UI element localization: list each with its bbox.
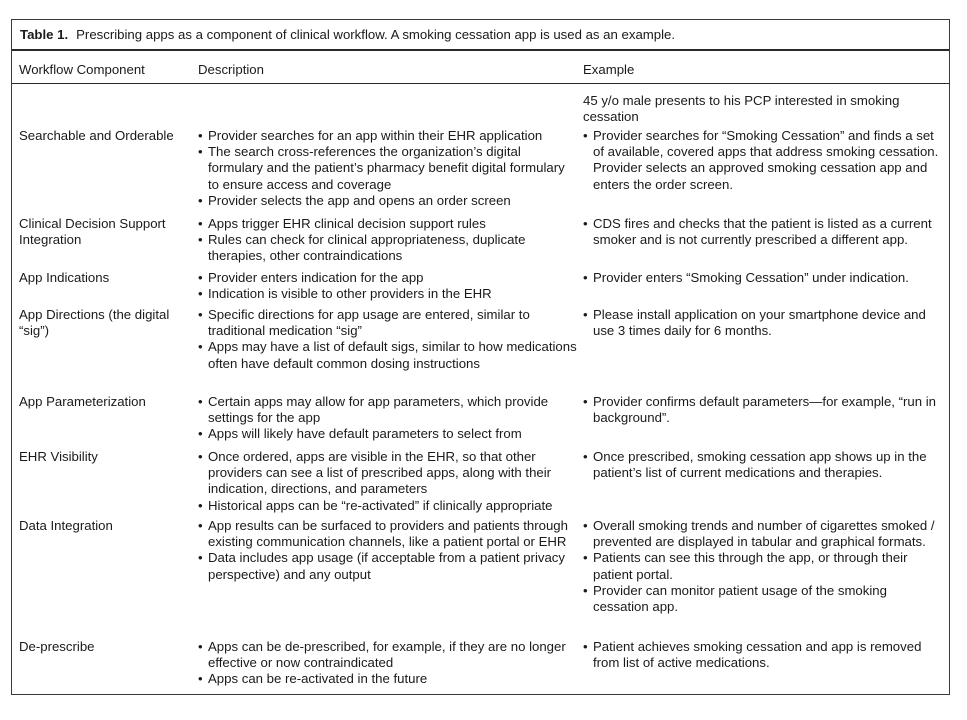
row-component: Clinical Decision Support Integration bbox=[19, 216, 166, 248]
row-description-item: • Apps can be de-prescribed, for example, if they are no longer effective or now contraindicated bbox=[198, 639, 578, 671]
intro-example: 45 y/o male presents to his PCP interested in smoking cessation bbox=[583, 93, 900, 125]
row-example-item: • Provider searches for “Smoking Cessation” and finds a set of available, covered apps that address smoking cessation. Provider selects an approved smoking cessation app and enters the order screen. bbox=[583, 128, 943, 193]
header-rule bbox=[12, 83, 949, 84]
row-description-list bbox=[198, 128, 578, 209]
row-description-item: • App results can be surfaced to providers and patients through existing communication channels, like a patient portal or EHR bbox=[198, 518, 578, 550]
row-description-list bbox=[198, 639, 578, 688]
row-description-list bbox=[198, 270, 578, 302]
row-example-list bbox=[583, 394, 943, 426]
row-description-item: • Provider searches for an app within their EHR application bbox=[198, 128, 578, 144]
row-component: De-prescribe bbox=[19, 639, 95, 654]
header-example: Example bbox=[583, 62, 635, 77]
row-example-item: • Provider enters “Smoking Cessation” under indication. bbox=[583, 270, 943, 286]
row-example-item: • Provider can monitor patient usage of the smoking cessation app. bbox=[583, 583, 943, 615]
row-description-item: • Historical apps can be “re-activated” if clinically appropriate bbox=[198, 498, 578, 514]
row-description-item: • The search cross-references the organization’s digital formulary and the patient’s pharmacy benefit digital formulary to ensure access and coverage bbox=[198, 144, 578, 193]
row-component: Data Integration bbox=[19, 518, 113, 533]
row-example-item: • Once prescribed, smoking cessation app shows up in the patient’s list of current medications and therapies. bbox=[583, 449, 943, 481]
row-description-item: • Data includes app usage (if acceptable from a patient privacy perspective) and any output bbox=[198, 550, 578, 582]
table-frame bbox=[11, 19, 950, 695]
row-description-list bbox=[198, 449, 578, 514]
row-description-item: • Once ordered, apps are visible in the EHR, so that other providers can see a list of prescribed apps, along with their indication, directions, and parameters bbox=[198, 449, 578, 498]
row-description-item: • Specific directions for app usage are entered, similar to traditional medication “sig” bbox=[198, 307, 578, 339]
row-example-list bbox=[583, 518, 943, 615]
row-example-item: • Provider confirms default parameters—for example, “run in background”. bbox=[583, 394, 943, 426]
row-description-item: • Apps trigger EHR clinical decision support rules bbox=[198, 216, 578, 232]
row-example-item: • Patients can see this through the app, or through their patient portal. bbox=[583, 550, 943, 582]
row-description-item: • Indication is visible to other providers in the EHR bbox=[198, 286, 578, 302]
row-component: App Indications bbox=[19, 270, 110, 285]
row-example-item: • Please install application on your smartphone device and use 3 times daily for 6 months. bbox=[583, 307, 943, 339]
row-description-item: • Apps can be re-activated in the future bbox=[198, 671, 578, 687]
row-example-list bbox=[583, 216, 943, 248]
row-description-item: • Rules can check for clinical appropriateness, duplicate therapies, other contraindications bbox=[198, 232, 578, 264]
row-component: App Directions (the digital “sig”) bbox=[19, 307, 170, 339]
row-example-list bbox=[583, 270, 943, 286]
row-example-list bbox=[583, 639, 943, 671]
table-caption-text: Prescribing apps as a component of clinical workflow. A smoking cessation app is used as an example. bbox=[76, 27, 676, 42]
row-description-list bbox=[198, 394, 578, 443]
row-example-item: • Patient achieves smoking cessation and app is removed from list of active medications. bbox=[583, 639, 943, 671]
table-caption bbox=[20, 27, 675, 42]
row-description-list bbox=[198, 216, 578, 265]
header-workflow-component: Workflow Component bbox=[19, 62, 145, 77]
row-example-item: • Overall smoking trends and number of cigarettes smoked / prevented are displayed in tabular and graphical formats. bbox=[583, 518, 943, 550]
row-description-item: • Apps may have a list of default sigs, similar to how medications often have default common dosing instructions bbox=[198, 339, 578, 371]
row-component: EHR Visibility bbox=[19, 449, 98, 464]
row-description-item: • Certain apps may allow for app parameters, which provide settings for the app bbox=[198, 394, 578, 426]
header-description: Description bbox=[198, 62, 264, 77]
row-description-list bbox=[198, 518, 578, 583]
caption-rule bbox=[12, 49, 949, 51]
row-description-item: • Provider enters indication for the app bbox=[198, 270, 578, 286]
row-example-list bbox=[583, 307, 943, 339]
row-description-item: • Provider selects the app and opens an order screen bbox=[198, 193, 578, 209]
row-component: Searchable and Orderable bbox=[19, 128, 174, 143]
row-example-list bbox=[583, 128, 943, 193]
row-example-item: • CDS fires and checks that the patient is listed as a current smoker and is not currently prescribed a different app. bbox=[583, 216, 943, 248]
row-component: App Parameterization bbox=[19, 394, 146, 409]
row-description-item: • Apps will likely have default parameters to select from bbox=[198, 426, 578, 442]
row-example-list bbox=[583, 449, 943, 481]
row-description-list bbox=[198, 307, 578, 372]
table-label: Table 1. bbox=[20, 27, 69, 42]
